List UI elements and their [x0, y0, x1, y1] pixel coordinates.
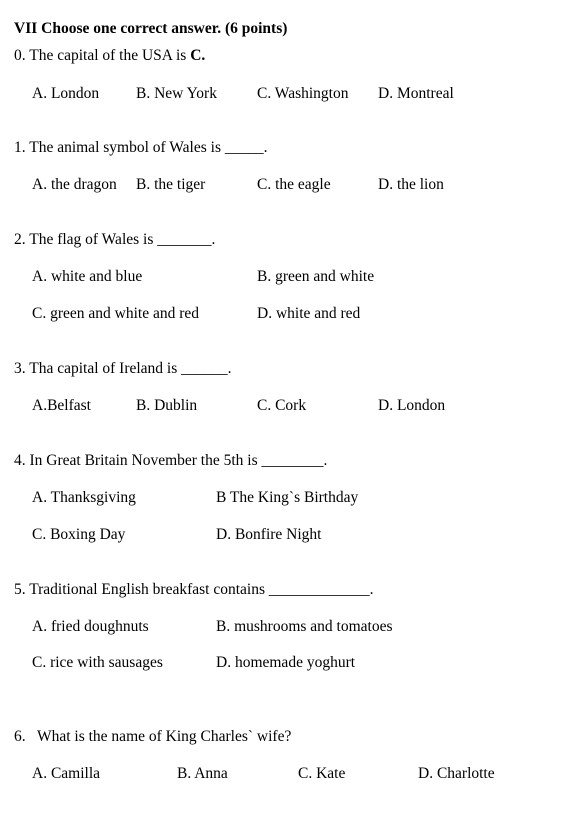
answer-option: B. Dublin — [136, 397, 198, 414]
answer-option: C. the eagle — [257, 176, 331, 193]
answer-option: D. homemade yoghurt — [216, 654, 356, 671]
answer-option: B. the tiger — [136, 176, 206, 193]
question-prompt: 1. The animal symbol of Wales is _____. — [14, 139, 268, 156]
question-prompt: 2. The flag of Wales is _______. — [14, 231, 216, 248]
answer-option: D. Montreal — [378, 85, 454, 102]
answer-option: B. green and white — [257, 268, 375, 285]
section-title: VII Choose one correct answer. (6 points) — [14, 20, 288, 37]
answer-option: C. Cork — [257, 397, 307, 414]
question-prompt: 3. Tha capital of Ireland is ______. — [14, 360, 232, 377]
answer-option: C. green and white and red — [32, 305, 199, 322]
answer-option: C. rice with sausages — [32, 654, 163, 671]
answer-option: A. London — [32, 85, 100, 102]
answer-option: B. Anna — [177, 765, 228, 782]
answer-option: D. the lion — [378, 176, 444, 193]
answer-option: A. Thanksgiving — [32, 489, 136, 506]
answer-option: A. Camilla — [32, 765, 101, 782]
answer-option: C. Washington — [257, 85, 349, 102]
answer-option: B. mushrooms and tomatoes — [216, 618, 393, 635]
answer-option: C. Boxing Day — [32, 526, 126, 543]
answer-option: C. Kate — [298, 765, 346, 782]
answer-option: D. London — [378, 397, 446, 414]
question-prompt: 5. Traditional English breakfast contains _____________. — [14, 581, 374, 598]
question-text: 0. The capital of the USA is — [14, 47, 191, 64]
answer-option: A. fried doughnuts — [32, 618, 149, 635]
answer-option: B The King`s Birthday — [216, 489, 359, 506]
question-prompt: 6. What is the name of King Charles` wife? — [14, 728, 292, 745]
answer-option: A. white and blue — [32, 268, 143, 285]
answer-option: B. New York — [136, 85, 217, 102]
question-prompt — [14, 48, 205, 64]
question-answer: C. — [190, 47, 206, 64]
answer-option: D. Charlotte — [418, 765, 495, 782]
answer-option: D. Bonfire Night — [216, 526, 322, 543]
answer-option: A.Belfast — [32, 397, 91, 414]
answer-option: D. white and red — [257, 305, 361, 322]
question-prompt: 4. In Great Britain November the 5th is ________. — [14, 452, 328, 469]
answer-option: A. the dragon — [32, 176, 117, 193]
